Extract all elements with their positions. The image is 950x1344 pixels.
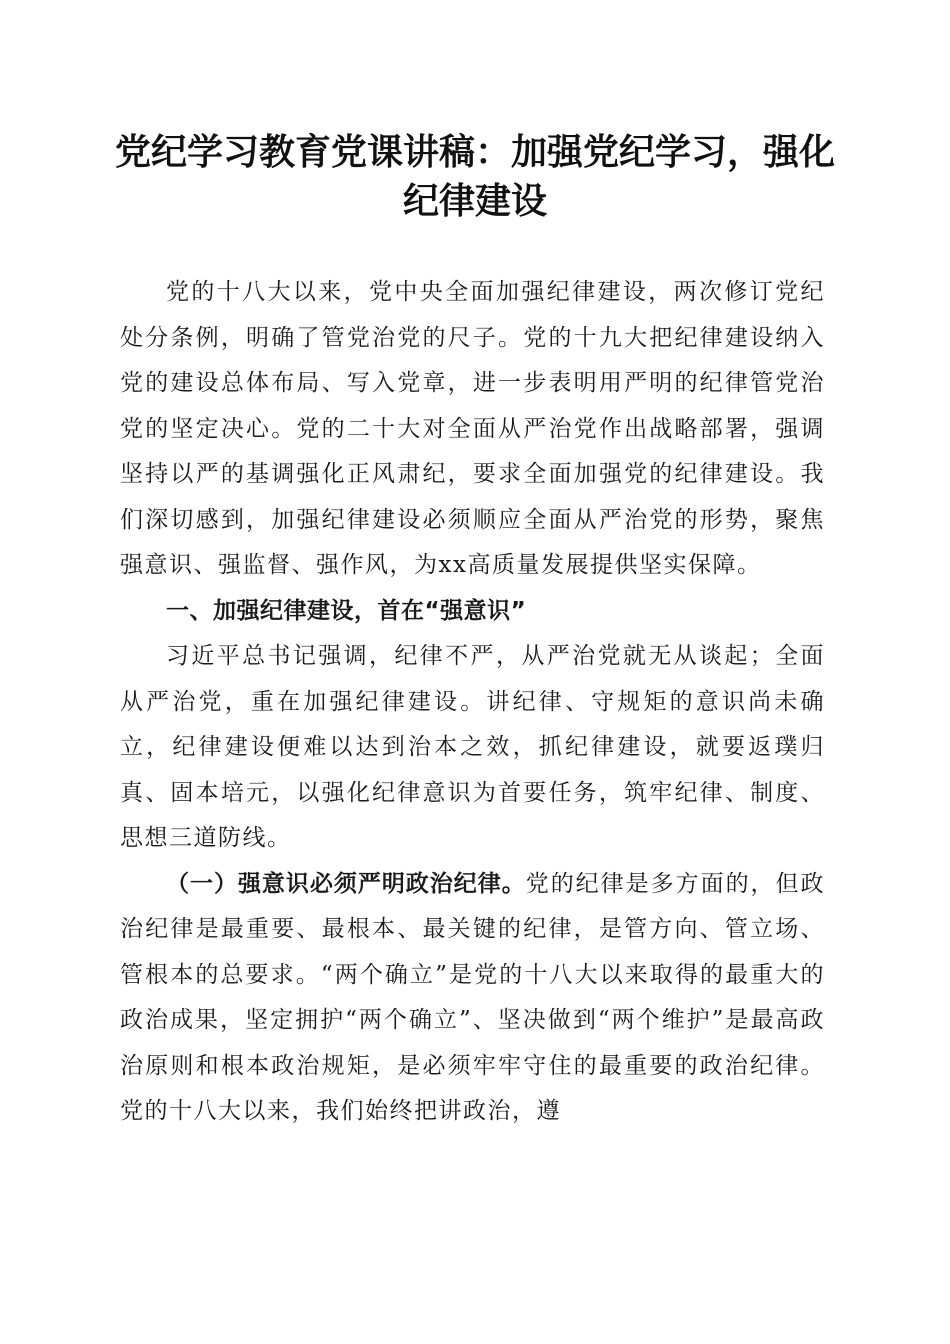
intro-paragraph: 党的十八大以来，党中央全面加强纪律建设，两次修订党纪处分条例，明确了管党治党的尺子。党的十九大把纪律建设纳入党的建设总体布局、写入党章，进一步表明用严明的纪律管党治党的坚定决心。党的二十大对全面从严治党作出战略部署，强调坚持以严的基调强化正风肃纪，要求全面加强党的纪律建设。我们深切感到，加强纪律建设必须顺应全面从严治党的形势，聚焦强意识、强监督、强作风，为xx高质量发展提供坚实保障。 — [120, 279, 825, 578]
subsection-1-body: 党的纪律是多方面的，但政治纪律是最重要、最根本、最关键的纪律，是管方向、管立场、管根本的总要求。“两个确立”是党的十八大以来取得的最重大的政治成果，坚定拥护“两个确立”、坚决做到“两个维护”是最高政治原则和根本政治规矩，是必须牢牢守住的最重要的政治纪律。党的十八大以来，我们始终把讲政治，遵 — [120, 870, 826, 1124]
section-1-heading: 一、加强纪律建设，首在“强意识” — [166, 597, 527, 624]
document-body — [120, 270, 825, 1135]
subsection-1-lead: （一）强意识必须严明政治纪律。 — [166, 870, 526, 897]
subsection-1-paragraph — [120, 862, 825, 1135]
document-title — [100, 128, 850, 226]
title-line-1: 党纪学习教育党课讲稿：加强党纪学习，强化 — [114, 131, 835, 173]
section-1-paragraph: 习近平总书记强调，纪律不严，从严治党就无从谈起；全面从严治党，重在加强纪律建设。讲纪律、守规矩的意识尚未确立，纪律建设便难以达到治本之效，抓纪律建设，就要返璞归真、固本培元，以强化纪律意识为首要任务，筑牢纪律、制度、思想三道防线。 — [120, 643, 825, 851]
title-line-2: 纪律建设 — [402, 180, 547, 222]
